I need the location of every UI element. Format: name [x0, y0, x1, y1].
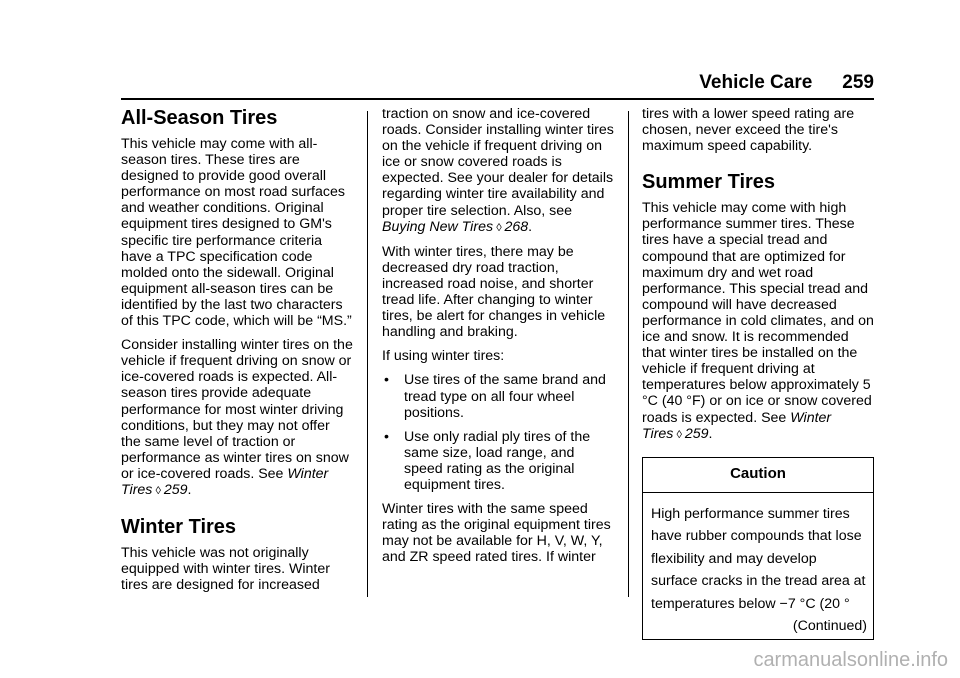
paragraph: This vehicle may come with high performance summer tires. These tires have a special tread and compound that are optimized for maximum dry and wet road performance. This special tread and compound will have decreased performance in cold climates, and on ice and snow. It is recommended that winter tires be installed on the vehicle if frequent driving at temperatures below approximately 5 °C (40 °F) or on ice or snow covered roads is expected. See Winter Tires ◊ 259. [642, 200, 874, 442]
cross-reference-link[interactable]: Winter Tires ◊ 259 [642, 409, 832, 442]
column-3 [642, 106, 874, 640]
column-divider-1 [367, 111, 368, 597]
list-item: • Use tires of the same brand and tread type on all four wheel positions. [384, 372, 606, 421]
page-reference-icon: ◊ [676, 428, 682, 441]
caution-box [642, 457, 874, 641]
page-reference-icon: ◊ [155, 484, 161, 497]
paragraph: This vehicle was not originally equipped with winter tires. Winter tires are designed for increased [121, 545, 330, 594]
heading-all-season-tires: All-Season Tires [121, 107, 278, 129]
bullet-icon: • [384, 372, 389, 389]
heading-winter-tires: Winter Tires [121, 516, 237, 539]
bullet-icon: • [384, 428, 389, 445]
column-1 [121, 106, 353, 601]
cross-reference-link[interactable]: Buying New Tires ◊ 268 [382, 218, 529, 235]
page-header [699, 72, 874, 94]
paragraph: This vehicle may come with all-season tires. These tires are designed to provide good overall performance on most road surfaces and weather conditions. Original equipment tires designed to GM's specific tire performance criteria have a TPC specification code molded onto the sidewall. Original equipment all-season tires can be identified by the last two characters of this TPC code, which will be “MS.” [121, 136, 352, 330]
continued-label: (Continued) [792, 618, 867, 635]
page-number: 259 [842, 72, 874, 93]
paragraph: traction on snow and ice-covered roads. Consider installing winter tires on the vehicle if frequent driving on ice or snow covered roads is expected. See your dealer for details regarding winter tire availability and proper tire selection. Also, see Buying New Tires ◊ 268. [382, 106, 614, 235]
caution-body: High performance summer tires have rubber compounds that lose flexibility and may develop surface cracks in the tread area at temperatures below −7 °C (20 ° [651, 505, 866, 612]
cross-reference-link[interactable]: Winter Tires ◊ 259 [121, 465, 329, 498]
page-reference-icon: ◊ [496, 221, 502, 234]
column-divider-2 [628, 111, 629, 597]
paragraph: Consider installing winter tires on the vehicle if frequent driving on snow or ice-covered roads is expected. All-season tires provide adequate performance for most winter driving conditions, but they may not offer the same level of traction or performance as winter tires on snow or ice-covered roads. See Winter Tires ◊ 259. [121, 337, 353, 498]
header-rule [121, 98, 874, 100]
caution-title: Caution [643, 458, 873, 493]
list-item: • Use only radial ply tires of the same size, load range, and speed rating as the original equipment tires. [384, 428, 591, 493]
heading-summer-tires: Summer Tires [642, 171, 776, 194]
paragraph: With winter tires, there may be decreased dry road traction, increased road noise, and shorter tread life. After changing to winter tires, be alert for changes in vehicle handling and braking. [382, 243, 606, 341]
watermark: carmanualsonline.info [753, 649, 948, 671]
paragraph: tires with a lower speed rating are chosen, never exceed the tire's maximum speed capability. [642, 106, 855, 155]
section-title: Vehicle Care [699, 72, 813, 93]
paragraph: Winter tires with the same speed rating as the original equipment tires may not be available for H, V, W, Y, and ZR speed rated tires. If winter [382, 501, 611, 566]
paragraph: If using winter tires: [382, 348, 505, 365]
column-2 [382, 106, 616, 573]
